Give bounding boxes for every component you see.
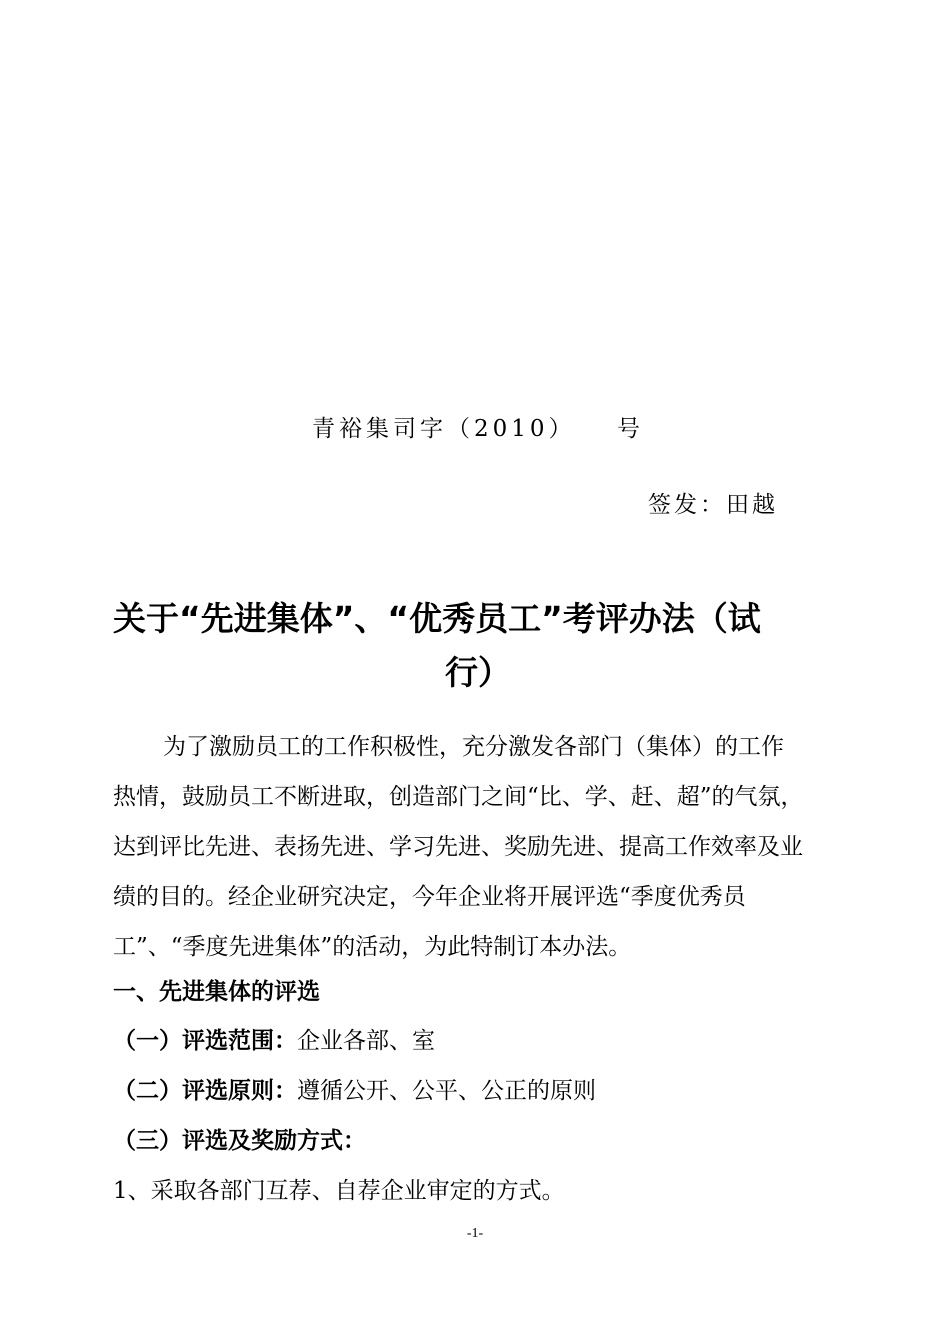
intro-line: 工”、“季度先进集体”的活动，为此特制订本办法。: [113, 934, 632, 960]
intro-paragraph: [113, 722, 843, 972]
intro-line: 为了激励员工的工作积极性，充分激发各部门（集体）的工作: [163, 734, 784, 760]
document-number: [312, 410, 644, 443]
page-number: -1-: [466, 1226, 484, 1241]
document-title: [113, 592, 843, 700]
title-line-2: 行）: [445, 653, 511, 692]
scope-item: [113, 1026, 435, 1056]
signer-line: 签发：田越: [648, 492, 778, 518]
method-point: 1、采取各部门互荐、自荐企业审定的方式。: [113, 1178, 565, 1204]
section-heading-text: 一、先进集体的评选: [113, 979, 320, 1005]
principle-text: 遵循公开、公平、公正的原则: [297, 1078, 596, 1104]
document-number-suffix: 号: [617, 416, 644, 442]
intro-line: 达到评比先进、表扬先进、学习先进、奖励先进、提高工作效率及业: [113, 834, 803, 860]
method-item: [113, 1126, 366, 1156]
intro-line: 绩的目的。经企业研究决定，今年企业将开展评选“季度优秀员: [113, 884, 746, 910]
intro-line: 热情，鼓励员工不断进取，创造部门之间“比、学、赶、超”的气氛，: [113, 784, 804, 810]
section-heading: [113, 977, 320, 1007]
method-label: （三）评选及奖励方式：: [113, 1128, 366, 1154]
scope-label: （一）评选范围：: [113, 1028, 297, 1054]
title-line-1: 关于“先进集体”、“优秀员工”考评办法（试: [113, 599, 761, 638]
scope-text: 企业各部、室: [297, 1028, 435, 1054]
principle-label: （二）评选原则：: [113, 1078, 297, 1104]
document-number-prefix: 青裕集司字（2010）: [312, 416, 576, 442]
principle-item: [113, 1076, 596, 1106]
